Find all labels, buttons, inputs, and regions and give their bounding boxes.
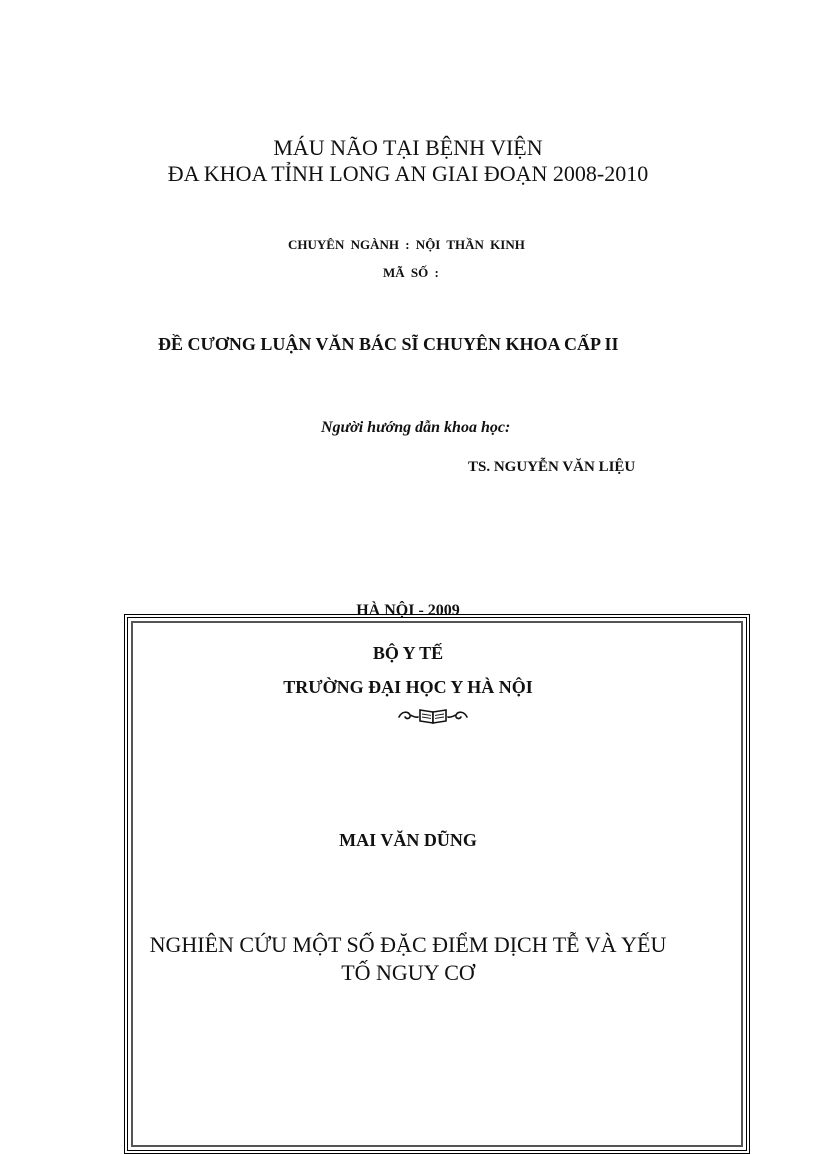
advisor-label: Người hướng dẫn khoa học: xyxy=(321,419,511,436)
code-text: MÃ SỐ : xyxy=(383,265,439,280)
thesis-title-line-1: NGHIÊN CỨU MỘT SỐ ĐẶC ĐIỂM DỊCH TỄ VÀ YẾU xyxy=(149,932,667,957)
title-line-1: MÁU NÃO TẠI BỆNH VIỆN xyxy=(273,135,543,160)
specialty-text: CHUYÊN NGÀNH : NỘI THẦN KINH xyxy=(288,237,525,252)
ministry-heading: BỘ Y TẾ xyxy=(372,643,444,663)
title-line-2: ĐA KHOA TỈNH LONG AN GIAI ĐOẠN 2008-2010 xyxy=(167,161,649,186)
author-name: MAI VĂN DŨNG xyxy=(339,830,477,850)
document-type-heading: ĐỀ CƯƠNG LUẬN VĂN BÁC SĨ CHUYÊN KHOA CẤP II xyxy=(158,334,619,354)
book-ornament-icon xyxy=(396,707,470,725)
university-heading: TRƯỜNG ĐẠI HỌC Y HÀ NỘI xyxy=(283,677,533,697)
place-year-text: HÀ NỘI - 2009 xyxy=(356,602,460,619)
thesis-title-line-2: TỐ NGUY CƠ xyxy=(341,960,475,985)
advisor-name: TS. NGUYỄN VĂN LIỆU xyxy=(468,459,636,475)
